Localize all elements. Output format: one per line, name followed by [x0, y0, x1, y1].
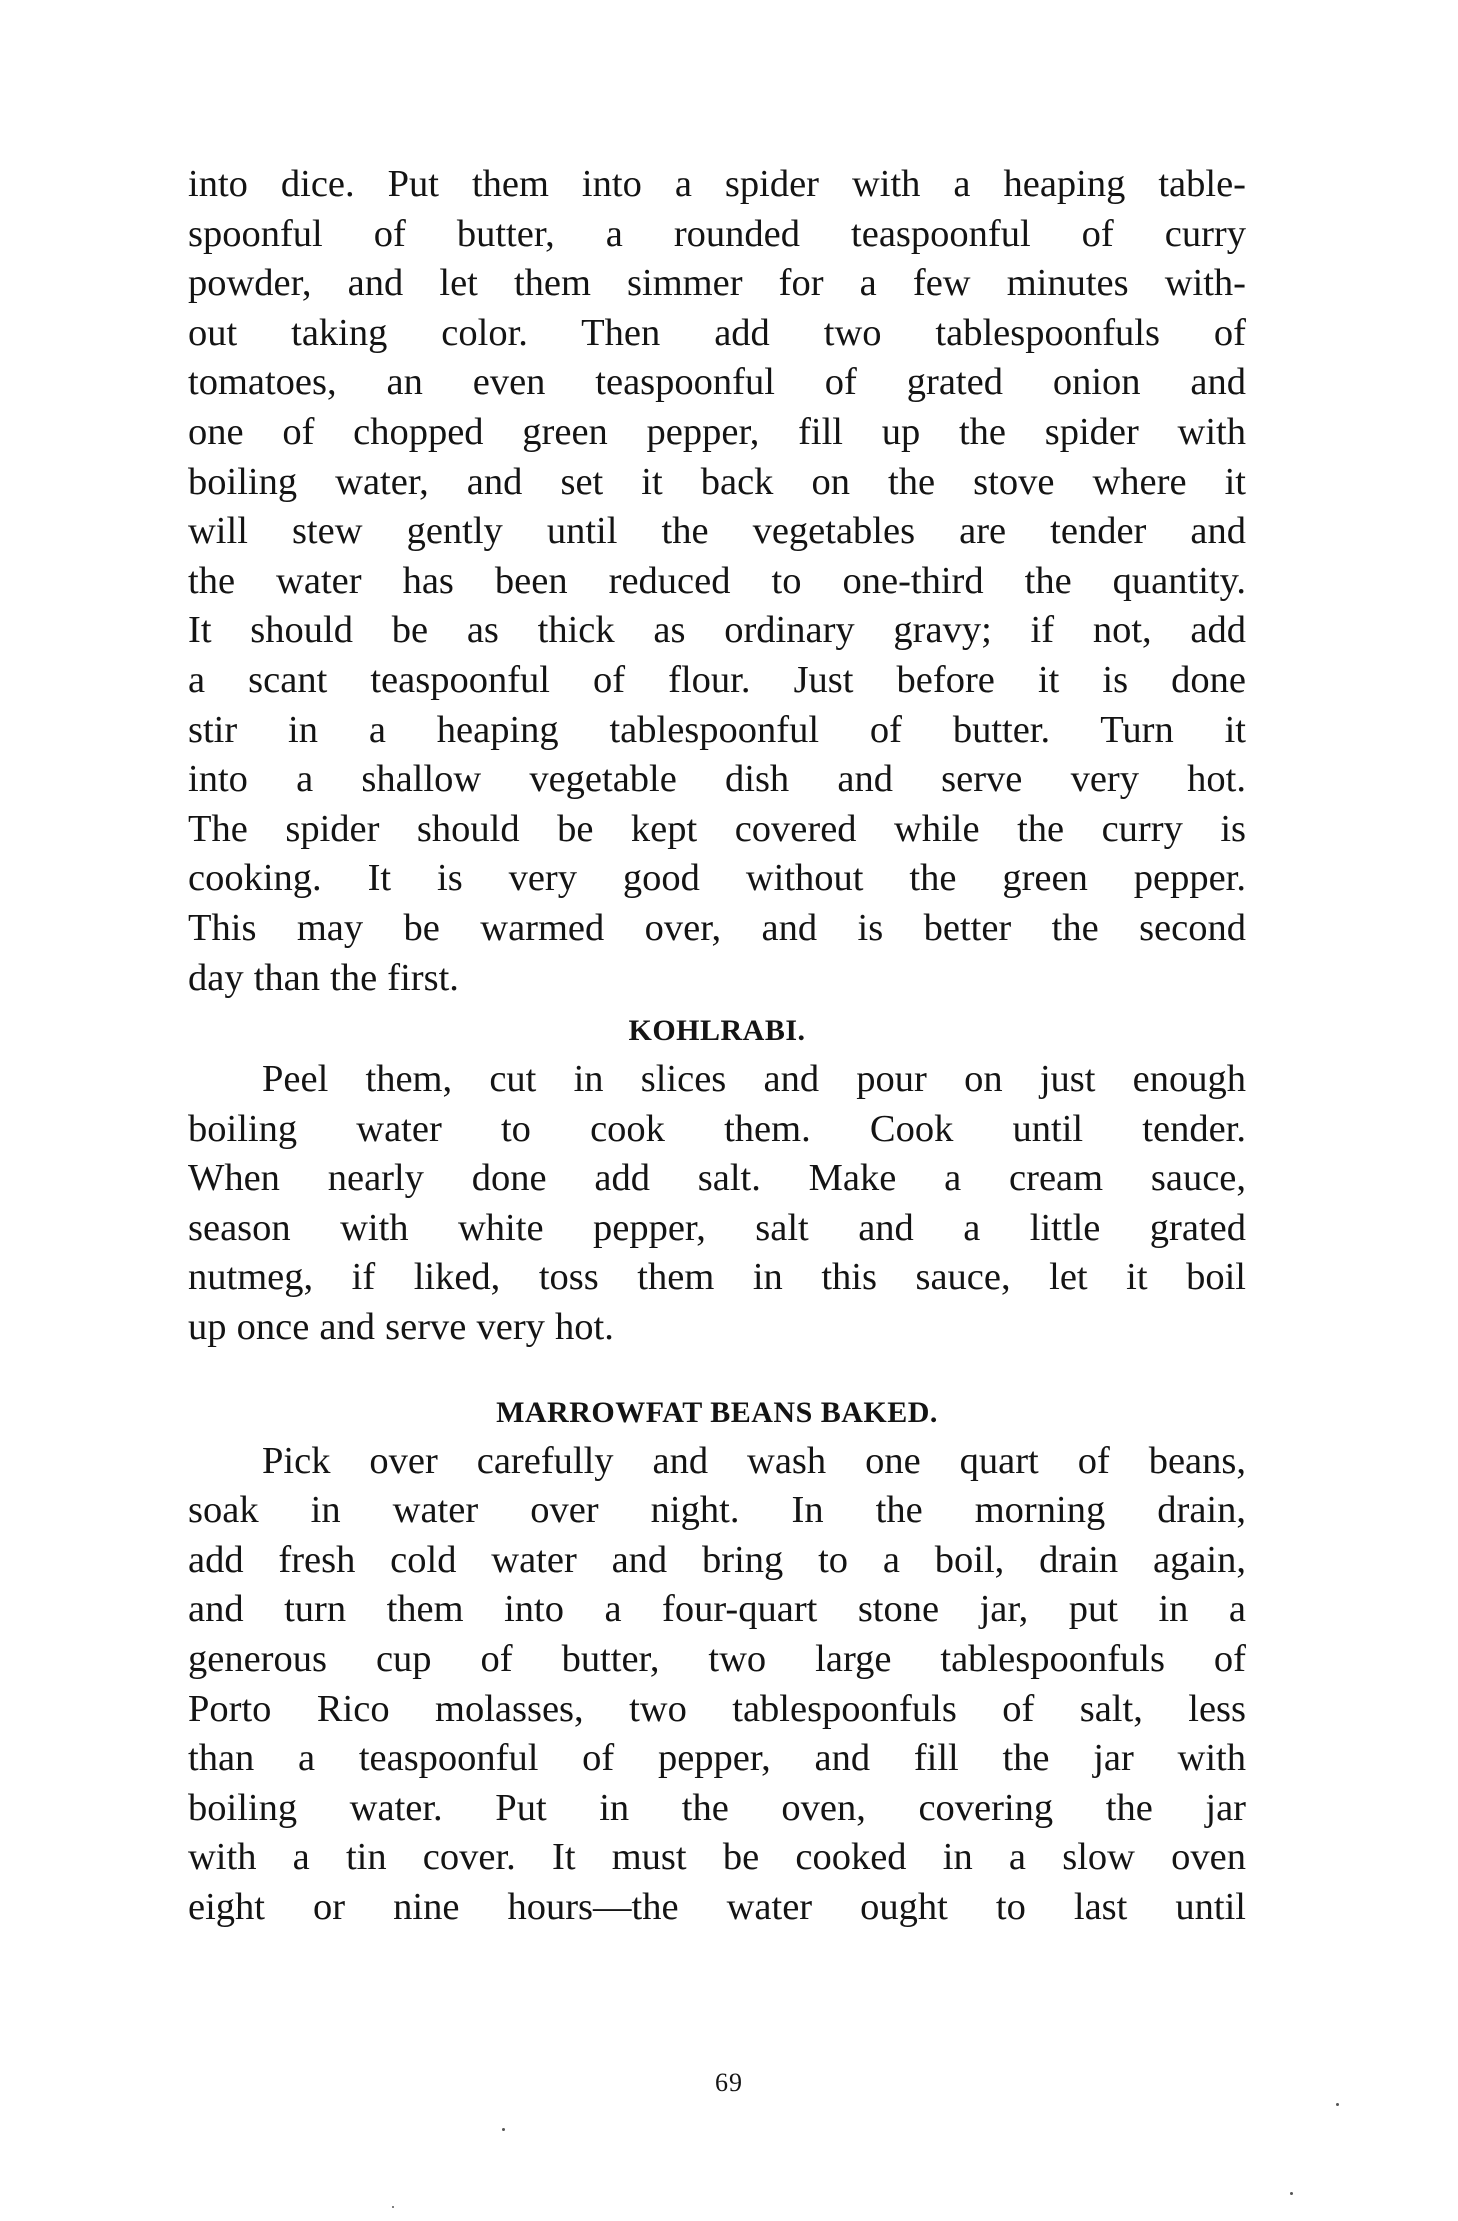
text-line: into a shallow vegetable dish and serve very hot.: [188, 758, 1246, 801]
text-line: boiling water. Put in the oven, covering the jar: [188, 1786, 1246, 1829]
text-line: generous cup of butter, two large tablespoonfuls of: [188, 1638, 1246, 1681]
text-line: powder, and let them simmer for a few minutes with-: [188, 262, 1246, 305]
marrowfat-paragraph: [188, 1437, 1246, 1933]
text-line: season with white pepper, salt and a little grated: [188, 1206, 1246, 1249]
text-line: tomatoes, an even teaspoonful of grated onion and: [188, 361, 1246, 404]
page-number: 69: [715, 2068, 743, 2097]
scan-speck: [502, 2128, 505, 2131]
text-line: the water has been reduced to one-third the quantity.: [188, 559, 1246, 602]
text-line: cooking. It is very good without the green pepper.: [188, 857, 1246, 900]
text-line: with a tin cover. It must be cooked in a slow oven: [188, 1836, 1246, 1879]
text-line: than a teaspoonful of pepper, and fill the jar with: [188, 1737, 1246, 1780]
text-line: add fresh cold water and bring to a boil, drain again,: [188, 1538, 1246, 1581]
text-line: Pick over carefully and wash one quart of beans,: [262, 1439, 1246, 1482]
scan-speck: [1290, 2192, 1293, 2195]
kohlrabi-heading: KOHLRABI.: [628, 1014, 806, 1048]
text-line: Porto Rico molasses, two tablespoonfuls of salt, less: [188, 1687, 1246, 1730]
text-line: The spider should be kept covered while the curry is: [188, 807, 1246, 850]
text-line: out taking color. Then add two tablespoonfuls of: [188, 311, 1246, 354]
text-line: When nearly done add salt. Make a cream sauce,: [188, 1157, 1246, 1200]
kohlrabi-paragraph: [188, 1055, 1246, 1353]
scan-speck: [392, 2206, 394, 2208]
text-line: into dice. Put them into a spider with a heaping table-: [188, 163, 1246, 205]
text-line: a scant teaspoonful of flour. Just before it is done: [188, 658, 1246, 701]
scan-speck: [1336, 2103, 1339, 2106]
text-line: boiling water to cook them. Cook until tender.: [188, 1107, 1246, 1150]
text-line: soak in water over night. In the morning drain,: [188, 1489, 1246, 1532]
text-line: nutmeg, if liked, toss them in this sauce, let it boil: [188, 1256, 1246, 1299]
marrowfat-heading: MARROWFAT BEANS BAKED.: [496, 1395, 938, 1429]
book-page: [188, 160, 1246, 1933]
text-line: and turn them into a four-quart stone jar, put in a: [188, 1588, 1246, 1631]
text-line: day than the first.: [188, 956, 459, 999]
text-line: Peel them, cut in slices and pour on just enough: [262, 1058, 1246, 1101]
intro-paragraph: [188, 160, 1246, 1003]
text-line: It should be as thick as ordinary gravy; if not, add: [188, 609, 1246, 652]
text-line: This may be warmed over, and is better the second: [188, 906, 1246, 949]
text-line: up once and serve very hot.: [188, 1306, 614, 1349]
text-line: one of chopped green pepper, fill up the spider with: [188, 410, 1246, 453]
text-line: stir in a heaping tablespoonful of butter. Turn it: [188, 708, 1246, 751]
text-line: will stew gently until the vegetables are tender and: [188, 510, 1246, 553]
text-line: eight or nine hours—the water ought to last until: [188, 1886, 1246, 1928]
text-line: spoonful of butter, a rounded teaspoonful of curry: [188, 212, 1246, 255]
text-line: boiling water, and set it back on the stove where it: [188, 460, 1246, 503]
